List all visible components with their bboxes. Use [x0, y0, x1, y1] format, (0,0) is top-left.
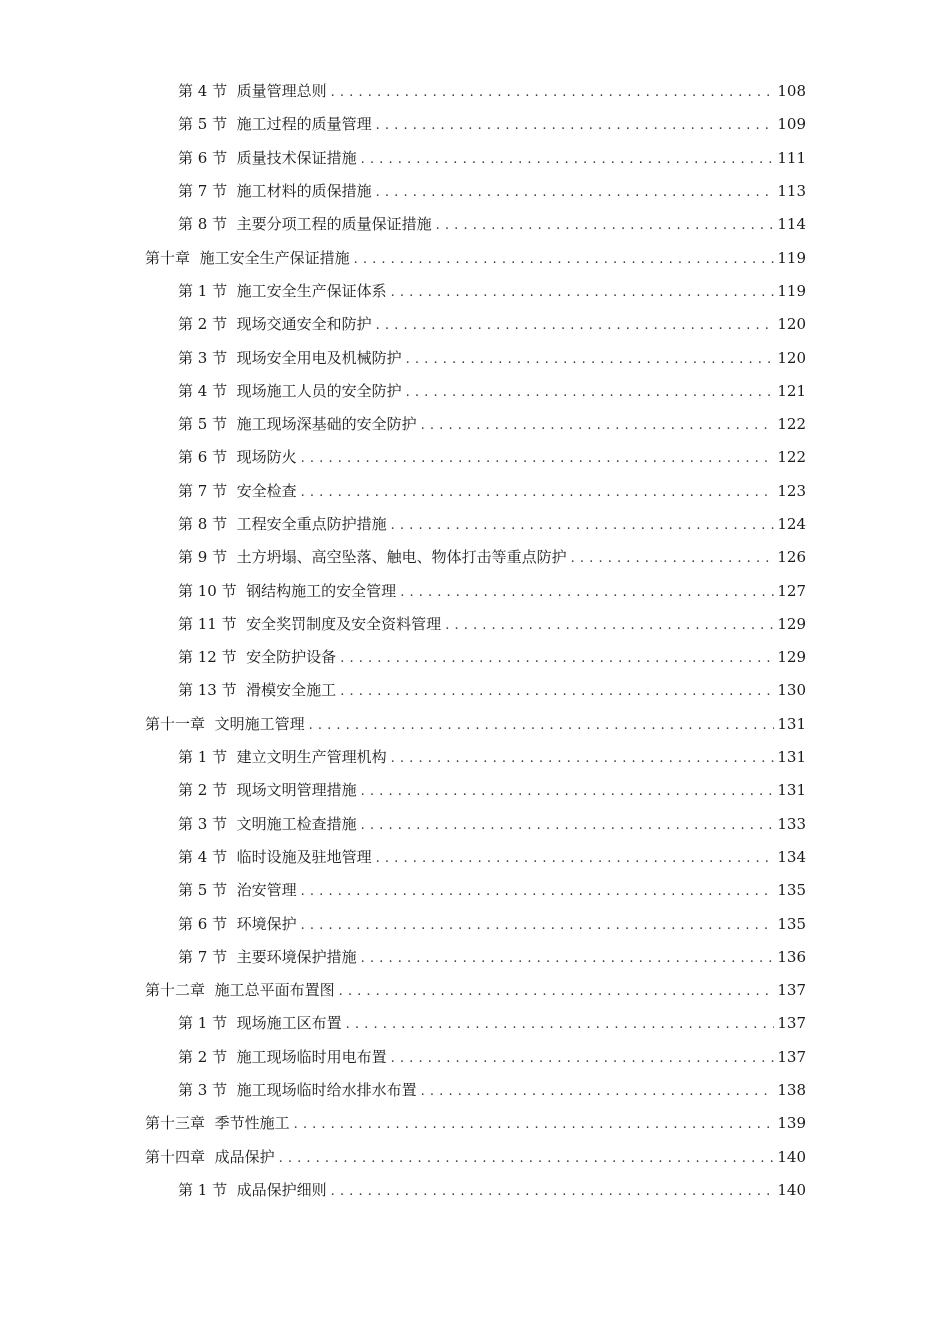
toc-entry-label: 第 11 节: [178, 614, 237, 633]
toc-section-entry[interactable]: [0, 874, 950, 907]
toc-entry-text: [178, 184, 374, 199]
toc-entry-title: 土方坍塌、高空坠落、触电、物体打击等重点防护: [236, 548, 567, 567]
toc-section-entry[interactable]: [0, 907, 950, 940]
dot-leader: [301, 450, 774, 465]
toc-entry-title: 施工现场临时给水排水布置: [236, 1081, 417, 1100]
toc-entry-label: 第 7 节: [178, 182, 228, 201]
toc-entry-label: 第 3 节: [178, 814, 228, 833]
dot-leader: [376, 850, 774, 865]
dot-leader: [361, 950, 774, 965]
toc-page-number: 139: [777, 1114, 806, 1133]
toc-entry-label: 第十二章: [145, 981, 206, 1000]
toc-page-number: 114: [777, 215, 806, 234]
toc-entry-title: 现场施工区布置: [236, 1014, 342, 1033]
toc-page-number: 140: [777, 1147, 806, 1166]
toc-page-number: 121: [777, 381, 806, 400]
toc-entry-text: [145, 714, 307, 733]
toc-page-number: 135: [777, 881, 806, 900]
toc-section-entry[interactable]: [0, 1041, 950, 1074]
toc-entry-label: 第 6 节: [178, 448, 228, 467]
toc-entry-text: [178, 317, 374, 332]
dot-leader: [301, 484, 774, 499]
toc-entry-title: 现场文明管理措施: [236, 781, 357, 800]
toc-entry-text: [178, 550, 569, 565]
toc-section-entry[interactable]: [0, 108, 950, 141]
dot-leader: [361, 817, 774, 832]
toc-section-entry[interactable]: [0, 341, 950, 374]
toc-page-number: 120: [777, 315, 806, 334]
dot-leader: [279, 1150, 774, 1165]
toc-entry-title: 施工现场临时用电布置: [236, 1047, 387, 1066]
toc-section-entry[interactable]: [0, 375, 950, 408]
toc-chapter-entry[interactable]: [0, 974, 950, 1007]
table-of-contents: [0, 75, 950, 1207]
dot-leader: [301, 883, 774, 898]
toc-entry-text: [178, 783, 359, 798]
toc-entry-title: 安全奖罚制度及安全资料管理: [246, 614, 442, 633]
toc-entry-text: [178, 1016, 344, 1031]
toc-entry-label: 第 3 节: [178, 1081, 228, 1100]
toc-entry-text: [178, 217, 434, 232]
toc-entry-title: 安全检查: [236, 481, 297, 500]
toc-page-number: 134: [777, 847, 806, 866]
toc-chapter-entry[interactable]: [0, 708, 950, 741]
toc-entry-text: [178, 148, 359, 167]
toc-entry-text: [145, 1147, 277, 1166]
toc-entry-title: 文明施工管理: [214, 714, 305, 733]
toc-section-entry[interactable]: [0, 608, 950, 641]
toc-section-entry[interactable]: [0, 1007, 950, 1040]
toc-entry-text: [178, 947, 359, 966]
toc-entry-label: 第十三章: [145, 1114, 206, 1133]
toc-section-entry[interactable]: [0, 142, 950, 175]
toc-entry-label: 第 8 节: [178, 515, 228, 533]
dot-leader: [406, 384, 774, 399]
toc-page-number: 131: [777, 781, 806, 800]
toc-entry-label: 第 4 节: [178, 82, 228, 101]
dot-leader: [346, 1016, 774, 1031]
toc-page-number: 131: [777, 714, 806, 733]
toc-entry-text: [178, 1180, 329, 1199]
dot-leader: [391, 750, 774, 765]
dot-leader: [391, 284, 774, 299]
toc-entry-title: 施工材料的质保措施: [236, 182, 372, 201]
toc-entry-text: [178, 417, 419, 432]
toc-entry-title: 施工现场深基础的安全防护: [236, 415, 417, 434]
toc-entry-title: 现场防火: [236, 448, 297, 467]
toc-entry-text: [178, 381, 404, 400]
toc-section-entry[interactable]: [0, 674, 950, 707]
toc-section-entry[interactable]: [0, 541, 950, 574]
toc-entry-title: 成品保护细则: [236, 1180, 327, 1199]
toc-entry-text: [145, 248, 352, 267]
toc-entry-title: 治安管理: [236, 881, 297, 900]
toc-entry-title: 施工总平面布置图: [214, 981, 335, 1000]
toc-page-number: 127: [777, 581, 806, 600]
toc-entry-label: 第 1 节: [178, 748, 228, 767]
toc-entry-title: 施工过程的质量管理: [236, 115, 372, 134]
toc-entry-title: 建立文明生产管理机构: [236, 748, 387, 767]
dot-leader: [309, 717, 774, 732]
toc-entry-label: 第 10 节: [178, 581, 237, 600]
toc-entry-title: 质量技术保证措施: [236, 148, 357, 167]
dot-leader: [436, 217, 774, 232]
toc-entry-text: [178, 1083, 419, 1098]
toc-entry-title: 临时设施及驻地管理: [236, 847, 372, 866]
toc-section-entry[interactable]: [0, 441, 950, 474]
dot-leader: [331, 84, 774, 99]
toc-page-number: 109: [777, 115, 806, 134]
toc-page-number: 137: [777, 981, 806, 1000]
toc-section-entry[interactable]: [0, 175, 950, 208]
toc-section-entry[interactable]: [0, 508, 950, 541]
toc-page-number: 138: [777, 1081, 806, 1100]
dot-leader: [400, 584, 774, 599]
dot-leader: [376, 184, 774, 199]
toc-page-number: 119: [777, 248, 806, 267]
toc-page-number: 137: [777, 1047, 806, 1066]
toc-entry-label: 第 5 节: [178, 881, 228, 900]
toc-entry-title: 现场施工人员的安全防护: [236, 381, 402, 400]
toc-page-number: 136: [777, 947, 806, 966]
toc-entry-text: [178, 581, 398, 600]
toc-entry-title: 季节性施工: [214, 1114, 290, 1133]
toc-entry-text: [178, 281, 389, 300]
toc-section-entry[interactable]: [0, 275, 950, 308]
toc-page-number: 129: [777, 614, 806, 633]
toc-section-entry[interactable]: [0, 475, 950, 508]
toc-chapter-entry[interactable]: [0, 241, 950, 274]
toc-page-number: 126: [777, 548, 806, 567]
dot-leader: [421, 1083, 774, 1098]
toc-page-number: 122: [777, 415, 806, 434]
toc-entry-title: 主要环境保护措施: [236, 947, 357, 966]
toc-entry-text: [178, 450, 299, 465]
toc-section-entry[interactable]: [0, 574, 950, 607]
toc-section-entry[interactable]: [0, 774, 950, 807]
dot-leader: [361, 783, 774, 798]
toc-entry-text: [178, 883, 299, 898]
toc-entry-text: [178, 117, 374, 132]
toc-entry-label: 第 1 节: [178, 1180, 228, 1199]
toc-chapter-entry[interactable]: [0, 1107, 950, 1140]
toc-entry-label: 第 7 节: [178, 947, 228, 966]
toc-entry-title: 现场安全用电及机械防护: [236, 348, 402, 367]
toc-section-entry[interactable]: [0, 641, 950, 674]
dot-leader: [421, 417, 774, 432]
toc-page-number: 120: [777, 348, 806, 367]
toc-entry-title: 施工安全生产保证措施: [199, 248, 350, 267]
dot-leader: [340, 650, 774, 665]
toc-section-entry[interactable]: [0, 841, 950, 874]
toc-page-number: 124: [777, 515, 806, 533]
toc-entry-text: [178, 650, 338, 665]
toc-page-number: 111: [777, 148, 806, 167]
toc-entry-title: 质量管理总则: [236, 82, 327, 101]
toc-entry-text: [145, 983, 337, 998]
toc-entry-title: 安全防护设备: [246, 648, 337, 667]
dot-leader: [391, 517, 774, 532]
toc-page-number: 135: [777, 914, 806, 933]
toc-entry-label: 第 7 节: [178, 481, 228, 500]
dot-leader: [391, 1050, 774, 1065]
toc-entry-title: 成品保护: [214, 1147, 275, 1166]
toc-entry-text: [178, 1047, 389, 1066]
toc-section-entry[interactable]: [0, 941, 950, 974]
toc-entry-label: 第 1 节: [178, 281, 228, 300]
toc-entry-label: 第 12 节: [178, 648, 237, 667]
toc-entry-text: [145, 1116, 292, 1131]
toc-entry-label: 第十章: [145, 248, 191, 267]
toc-entry-label: 第 1 节: [178, 1014, 228, 1033]
toc-entry-label: 第 2 节: [178, 315, 228, 334]
toc-section-entry[interactable]: [0, 308, 950, 341]
toc-entry-label: 第 2 节: [178, 781, 228, 800]
dot-leader: [301, 917, 774, 932]
toc-entry-label: 第 4 节: [178, 381, 228, 400]
toc-entry-title: 钢结构施工的安全管理: [246, 581, 397, 600]
dot-leader: [361, 151, 774, 166]
toc-entry-title: 主要分项工程的质量保证措施: [236, 215, 432, 234]
toc-entry-text: [178, 481, 299, 500]
toc-page-number: 129: [777, 648, 806, 667]
toc-entry-text: [178, 750, 389, 765]
toc-entry-label: 第 5 节: [178, 115, 228, 134]
toc-entry-label: 第十四章: [145, 1147, 206, 1166]
dot-leader: [331, 1183, 774, 1198]
toc-entry-text: [178, 517, 389, 532]
dot-leader: [354, 251, 774, 266]
toc-entry-text: [178, 683, 338, 698]
toc-entry-title: 施工安全生产保证体系: [236, 281, 387, 300]
toc-entry-label: 第 6 节: [178, 148, 228, 167]
toc-entry-title: 滑模安全施工: [246, 681, 337, 700]
toc-section-entry[interactable]: [0, 741, 950, 774]
toc-entry-label: 第 4 节: [178, 847, 228, 866]
toc-entry-text: [178, 914, 299, 933]
toc-entry-label: 第十一章: [145, 714, 206, 733]
toc-entry-label: 第 2 节: [178, 1047, 228, 1066]
toc-entry-label: 第 5 节: [178, 415, 228, 434]
dot-leader: [445, 617, 774, 632]
dot-leader: [571, 550, 774, 565]
dot-leader: [339, 983, 774, 998]
toc-page-number: 123: [777, 481, 806, 500]
toc-entry-text: [178, 348, 404, 367]
dot-leader: [294, 1116, 774, 1131]
toc-entry-label: 第 9 节: [178, 548, 228, 567]
toc-entry-label: 第 3 节: [178, 348, 228, 367]
dot-leader: [340, 683, 774, 698]
toc-page-number: 119: [777, 281, 806, 300]
toc-chapter-entry[interactable]: [0, 1141, 950, 1174]
dot-leader: [376, 117, 774, 132]
toc-page-number: 130: [777, 681, 806, 700]
toc-section-entry[interactable]: [0, 1174, 950, 1207]
toc-entry-label: 第 6 节: [178, 914, 228, 933]
toc-page-number: 133: [777, 814, 806, 833]
toc-section-entry[interactable]: [0, 808, 950, 841]
toc-entry-title: 环境保护: [236, 914, 297, 933]
toc-entry-title: 文明施工检查措施: [236, 814, 357, 833]
toc-page-number: 131: [777, 748, 806, 767]
toc-page-number: 108: [777, 82, 806, 101]
toc-section-entry[interactable]: [0, 208, 950, 241]
toc-page-number: 113: [777, 182, 806, 201]
toc-entry-label: 第 13 节: [178, 681, 237, 700]
toc-entry-title: 工程安全重点防护措施: [236, 515, 387, 533]
toc-page-number: 137: [777, 1014, 806, 1033]
toc-entry-label: 第 8 节: [178, 215, 228, 234]
toc-section-entry[interactable]: [0, 1074, 950, 1107]
toc-entry-title: 现场交通安全和防护: [236, 315, 372, 334]
dot-leader: [376, 317, 774, 332]
toc-entry-text: [178, 84, 329, 99]
dot-leader: [406, 351, 774, 366]
toc-section-entry[interactable]: [0, 408, 950, 441]
toc-section-entry[interactable]: [0, 75, 950, 108]
toc-page-number: 140: [777, 1180, 806, 1199]
toc-entry-text: [178, 614, 443, 633]
toc-entry-text: [178, 814, 359, 833]
toc-entry-text: [178, 847, 374, 866]
toc-page-number: 122: [777, 448, 806, 467]
